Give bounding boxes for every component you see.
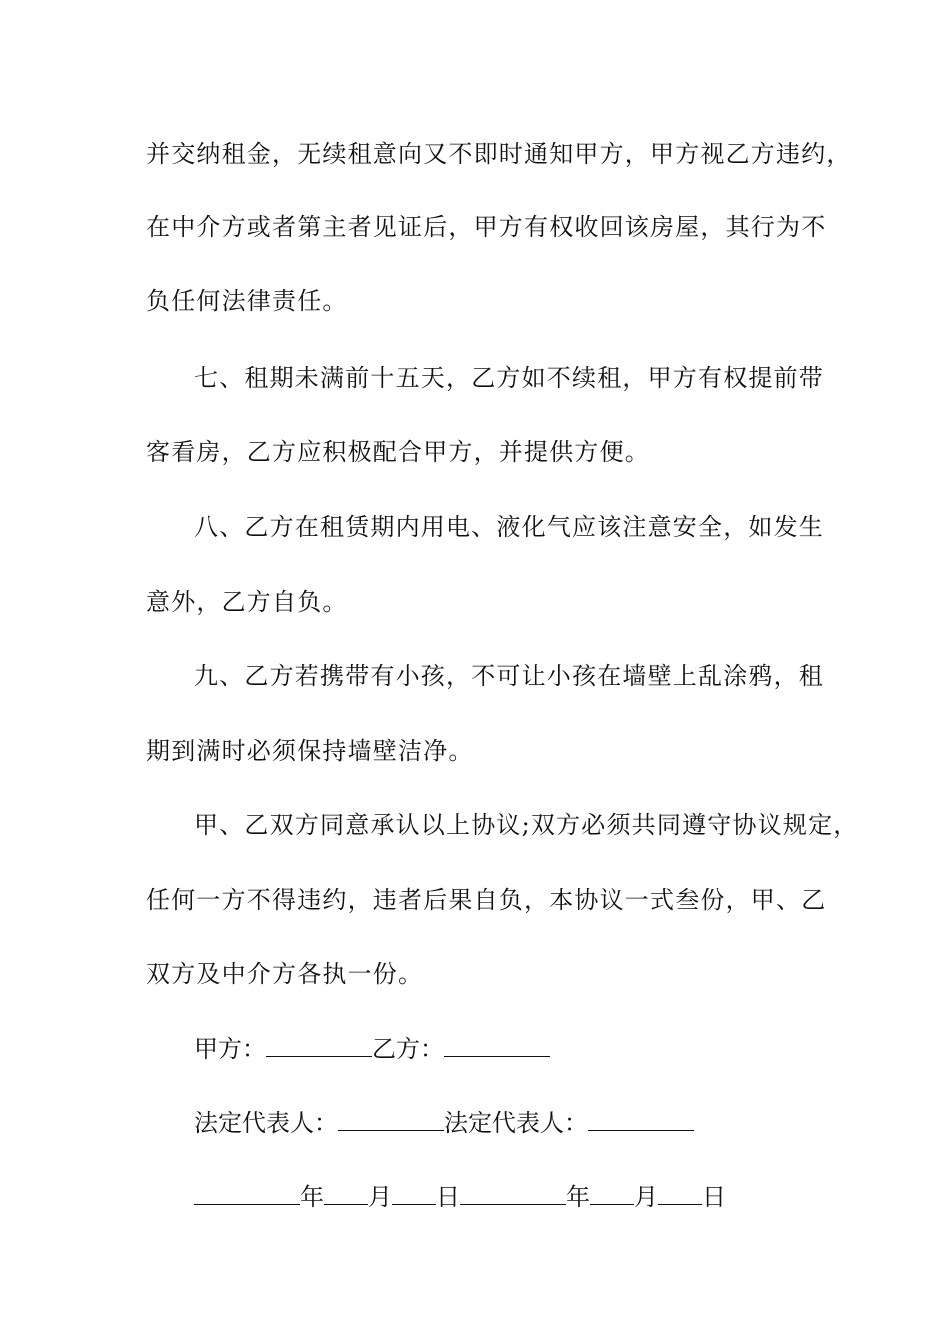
party-a-blank[interactable] xyxy=(266,1034,372,1057)
representative-signature-line xyxy=(194,1108,864,1138)
day-b-label: 日 xyxy=(702,1183,726,1211)
rep-b-blank[interactable] xyxy=(588,1108,694,1131)
month-a-blank[interactable] xyxy=(324,1182,368,1205)
text-line: 任何一方不得违约，违者后果自负，本协议一式叁份，甲、乙 xyxy=(146,886,827,914)
clause-9-line: 九、乙方若携带有小孩，不可让小孩在墙壁上乱涂鸦，租 xyxy=(194,662,824,690)
rep-b-label: 法定代表人： xyxy=(444,1109,588,1137)
party-b-blank[interactable] xyxy=(444,1034,550,1057)
month-b-label: 月 xyxy=(634,1183,658,1211)
rep-a-label: 法定代表人： xyxy=(194,1109,338,1137)
text-line: 负任何法律责任。 xyxy=(146,287,348,315)
clause-8-line: 八、乙方在租赁期内用电、液化气应该注意安全，如发生 xyxy=(194,513,824,541)
party-a-label: 甲方： xyxy=(194,1035,266,1063)
day-a-label: 日 xyxy=(436,1183,460,1211)
year-b-blank[interactable] xyxy=(460,1182,566,1205)
rep-a-blank[interactable] xyxy=(338,1108,444,1131)
year-b-label: 年 xyxy=(566,1183,590,1211)
year-a-label: 年 xyxy=(300,1183,324,1211)
party-signature-line xyxy=(194,1034,864,1064)
agreement-line: 甲、乙双方同意承认以上协议;双方必须共同遵守协议规定， xyxy=(194,811,859,839)
date-line xyxy=(194,1182,864,1212)
day-b-blank[interactable] xyxy=(658,1182,702,1205)
month-a-label: 月 xyxy=(368,1183,392,1211)
year-a-blank[interactable] xyxy=(194,1182,300,1205)
text-line: 双方及中介方各执一份。 xyxy=(146,960,424,988)
day-a-blank[interactable] xyxy=(392,1182,436,1205)
text-line: 客看房，乙方应积极配合甲方，并提供方便。 xyxy=(146,438,650,466)
month-b-blank[interactable] xyxy=(590,1182,634,1205)
text-line: 并交纳租金，无续租意向又不即时通知甲方，甲方视乙方违约， xyxy=(146,140,852,168)
text-line: 期到满时必须保持墙壁洁净。 xyxy=(146,737,474,765)
text-line: 意外，乙方自负。 xyxy=(146,588,348,616)
clause-7-line: 七、租期未满前十五天，乙方如不续租，甲方有权提前带 xyxy=(194,364,824,392)
text-line: 在中介方或者第主者见证后，甲方有权收回该房屋，其行为不 xyxy=(146,213,827,241)
party-b-label: 乙方： xyxy=(372,1035,444,1063)
